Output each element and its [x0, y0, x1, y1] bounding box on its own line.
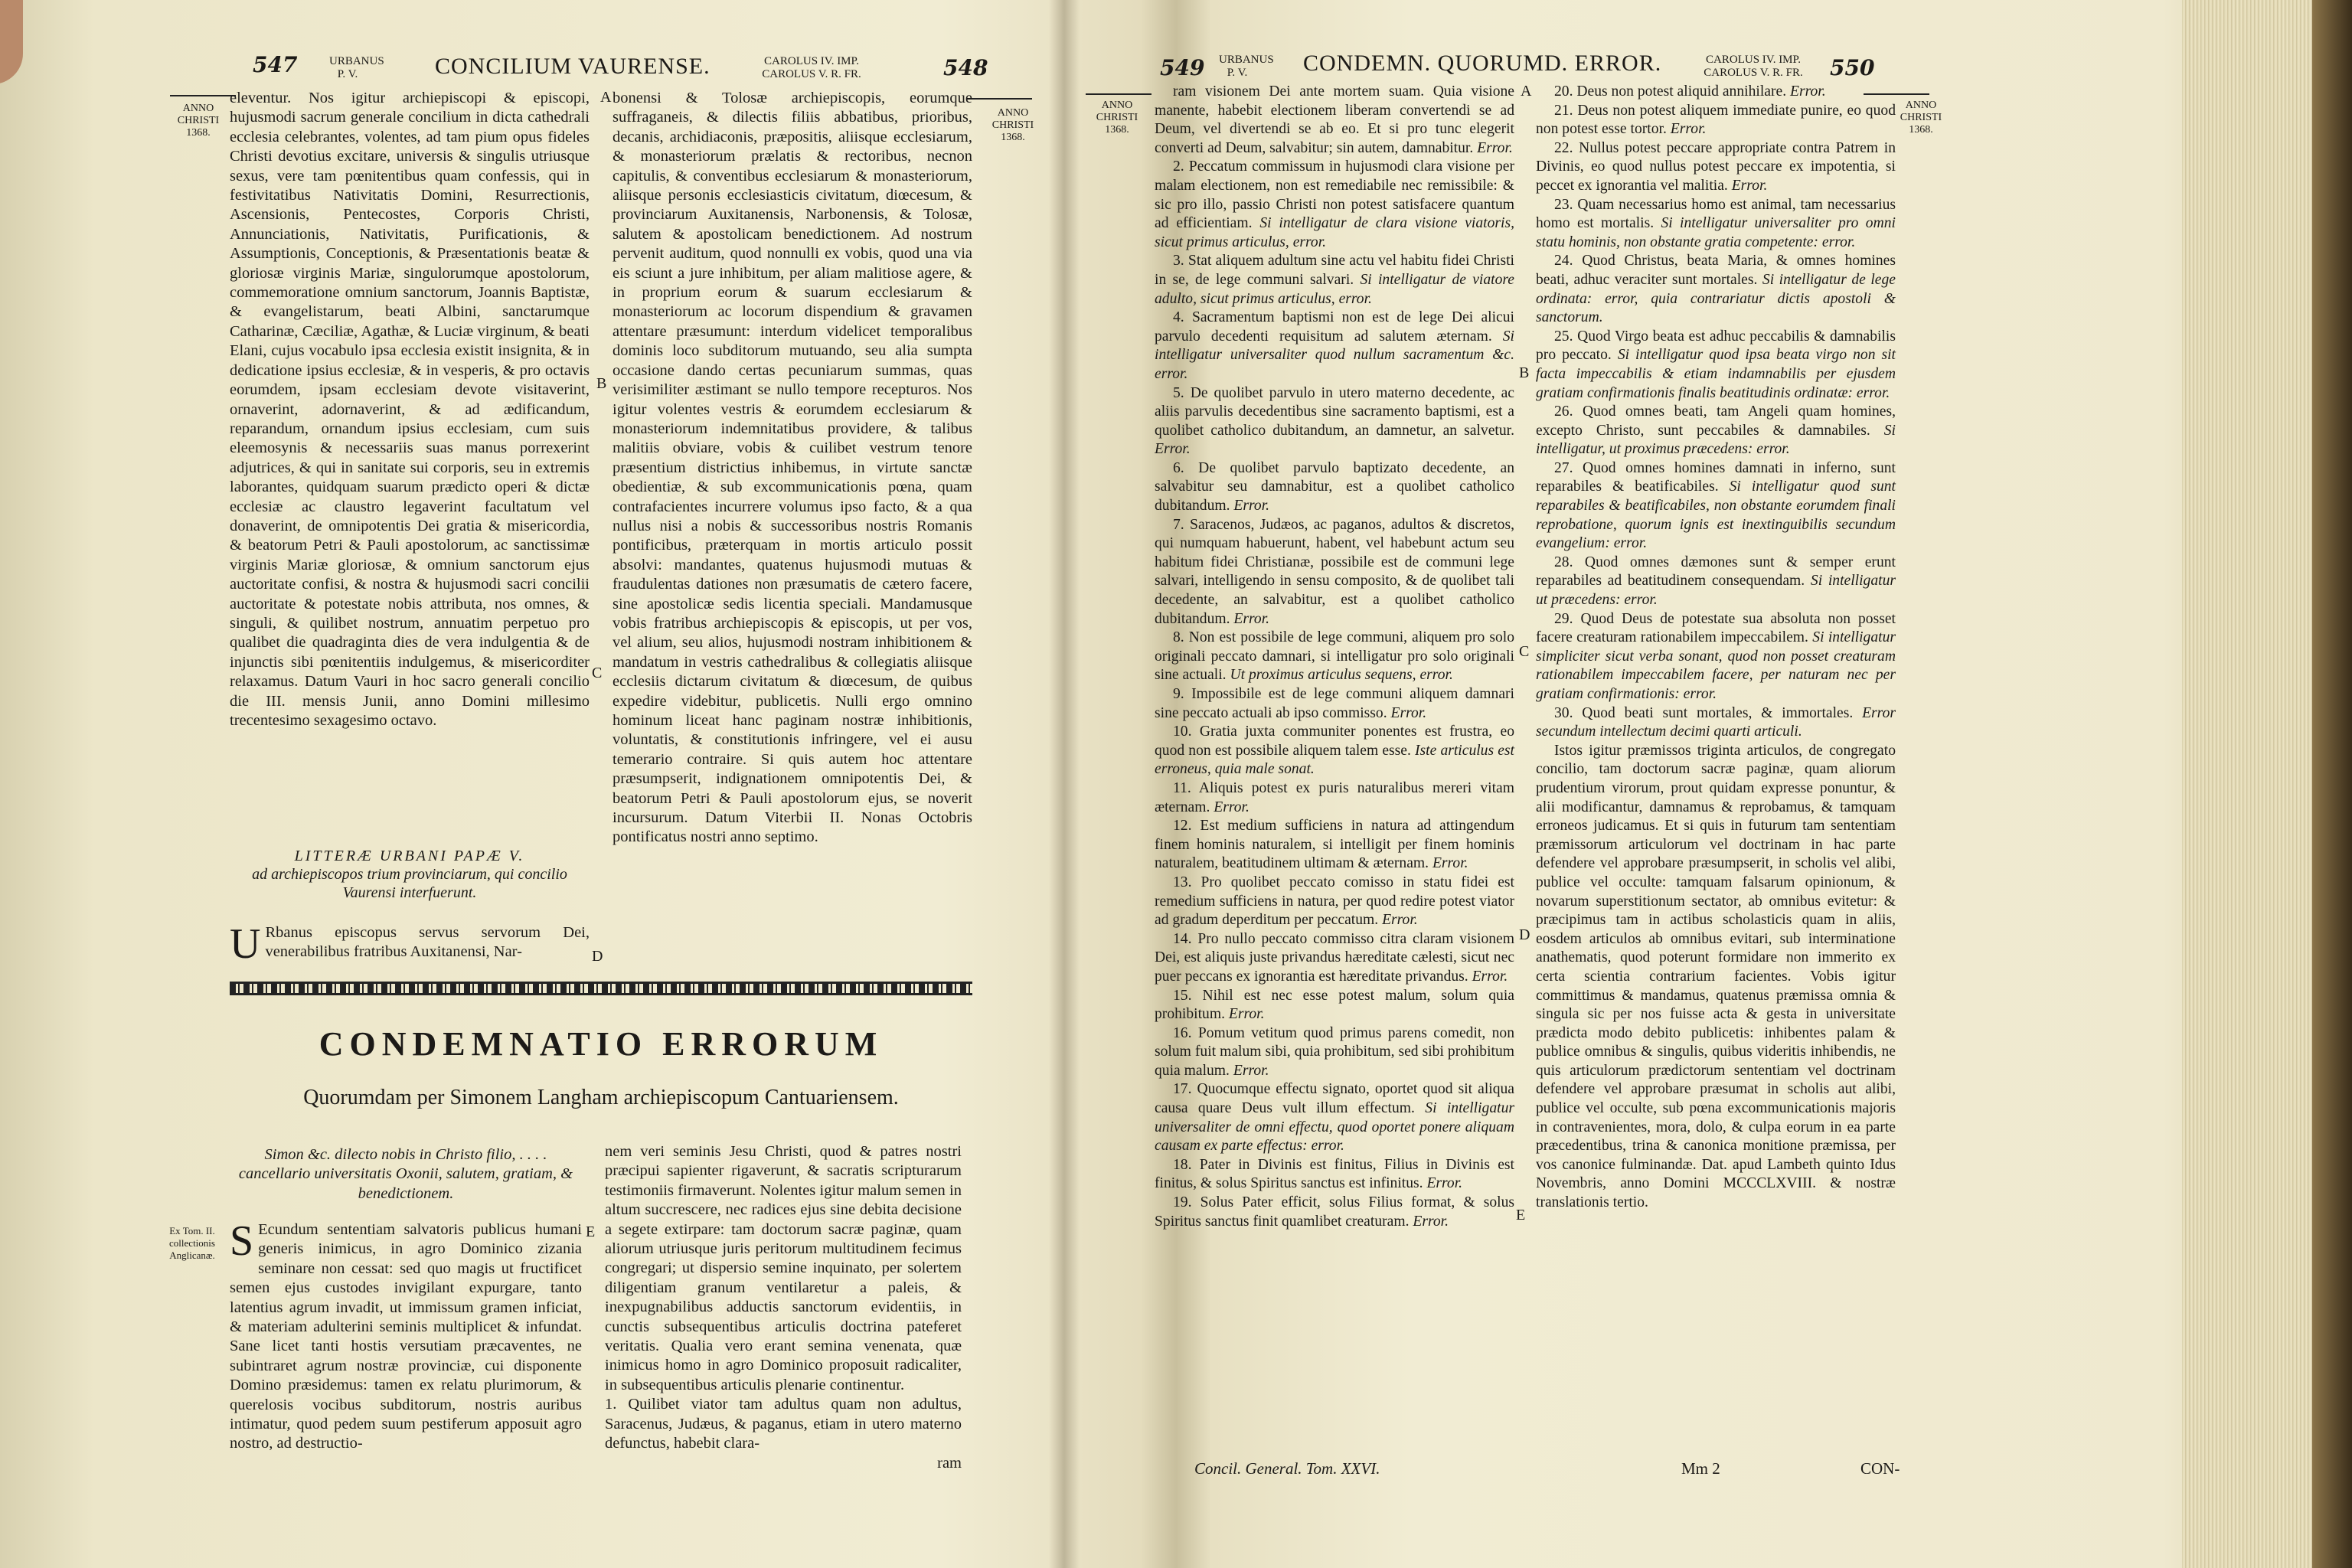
article-paragraph — [1536, 554, 1896, 610]
header-emperor-left: CAROLUS IV. IMP. CAROLUS V. R. FR. — [762, 55, 861, 80]
bottom-left-column — [230, 1217, 582, 1454]
article-verdict: Error. — [1382, 912, 1418, 929]
article-text: 10. Gratia juxta communiter ponentes est frustra, eo quod non est possibile aliquem talem esse. — [1155, 724, 1514, 759]
article-text: 4. Sacramentum baptismi non est de lege Dei alicui parvulo decedenti requisitum ad salutem æternam. — [1155, 309, 1514, 345]
article-paragraph — [1155, 516, 1514, 629]
salutation-text: Simon &c. dilecto nobis in Christo filio, . . . . cancellario universitatis Oxonii, salutem, gratiam, & benedictionem. — [238, 1146, 573, 1202]
section-marker-c: C — [1519, 643, 1530, 660]
left-column-1 — [230, 89, 590, 730]
header-pope-left: URBANUS P. V. — [329, 55, 384, 80]
article-paragraph — [1155, 779, 1514, 817]
margin-anno-christi: ANNO CHRISTI 1368. — [177, 103, 220, 139]
salutation — [230, 1145, 582, 1204]
ornamental-divider — [230, 982, 972, 995]
article-paragraph — [1155, 817, 1514, 874]
article-paragraph — [1536, 139, 1896, 196]
thumb — [0, 0, 23, 84]
letter-opening — [230, 920, 590, 968]
section-marker-a: A — [1521, 83, 1532, 100]
article-paragraph — [1155, 1156, 1514, 1194]
catchword: ram — [937, 1454, 962, 1472]
article-paragraph — [1155, 252, 1514, 309]
article-paragraph — [1155, 1194, 1514, 1231]
article-verdict: Si intelligatur de clara visione viatoris, sicut primus articulus, error. — [1155, 215, 1515, 250]
letter-text: Rbanus episcopus servus servorum Dei, venerabilibus fratribus Auxitanensi, Nar- — [265, 924, 590, 961]
article-text: 18. Pater in Divinis est finitus, Filius in Divinis est finitus, & solus Spiritus sanctus est infinitus. — [1155, 1156, 1514, 1192]
footer-signature: Mm 2 — [1681, 1459, 1720, 1478]
page-number-549: 549 — [1160, 55, 1205, 80]
article-verdict: Error. — [1477, 139, 1513, 156]
section-subtitle: Quorumdam per Simonem Langham archiepiscopum Cantuariensem. — [303, 1086, 899, 1109]
margin-anno-christi: ANNO CHRISTI 1368. — [1096, 100, 1138, 136]
article-verdict: Si intelligatur universaliter pro omni statu hominis, non obstante gratia competente: error. — [1536, 215, 1896, 250]
article-text: 19. Solus Pater efficit, solus Filius format, & solus Spiritus sanctus finit quamlibet creaturam. — [1155, 1194, 1514, 1230]
page-number-547: 547 — [253, 52, 298, 77]
article-paragraph — [1155, 158, 1514, 252]
article-text: 24. Quod Christus, beata Maria, & omnes homines beati, adhuc veraciter sunt mortales. — [1536, 253, 1896, 288]
article-paragraph — [1536, 610, 1896, 704]
article-text: 15. Nihil est nec esse potest malum, solum quia prohibitum. — [1155, 987, 1514, 1023]
section-marker-b: B — [1519, 364, 1530, 381]
article-text: 13. Pro quolibet peccato comisso in statu fidei est remedium sufficiens in natura, per quod redire potest viator ad gradum deperditum per peccatum. — [1155, 874, 1514, 929]
margin-anno-christi: ANNO CHRISTI 1368. — [991, 107, 1034, 143]
article-verdict: Error. — [1233, 498, 1270, 514]
header-emperor-right: CAROLUS IV. IMP. CAROLUS V. R. FR. — [1704, 54, 1803, 79]
margin-rule — [966, 98, 1032, 100]
article-text: 23. Quam necessarius homo est animal, tam necessarius homo est mortalis. — [1536, 196, 1896, 232]
article-verdict: Error. — [1413, 1213, 1449, 1230]
article-text: 27. Quod omnes homines damnati in inferno, sunt reparabiles & beatificabiles. — [1536, 459, 1896, 495]
article-paragraph — [1155, 685, 1514, 723]
section-marker-b: B — [596, 375, 607, 392]
margin-rule — [1086, 93, 1152, 95]
footer-catchword: CON- — [1860, 1459, 1900, 1478]
article-paragraph — [1536, 83, 1896, 102]
section-marker-d: D — [592, 948, 603, 965]
article-paragraph — [1155, 384, 1514, 459]
article-text: 6. De quolibet parvulo baptizato decedente, an salvabitur seu damnabitur, est a quolibet catholico dubitandum. — [1155, 459, 1514, 514]
article-paragraph — [1155, 723, 1514, 779]
article-paragraph — [1155, 83, 1514, 158]
article-text: Istos igitur præmissos triginta articulos, de congregato concilio, tam doctorum sacræ paginæ, quam aliorum prudentium virorum, prout quidam expresse ponuntur, & alii modificantur, damnamus & reprobamus, & tamquam erroneos judicamus. Et si quis in futurum tam sententiam præmissorum articulorum vel doctrinam in hac parte defendere vel approbare præsumpserit, in scholis vel alibi, publice vel occulte: tamquam falsarum opinionum, & novarum superstitionum sectator, ab omnibus evitetur: & præcipimus tam in actibus scholasticis quam in aliis, eosdem articulos ab omnibus evitari, sub interminatione anathematis, quod poterunt formidare non immerito ex certa scientia contrarium facientes. Vobis igitur committimus & mandamus, quatenus præmissa omnia & singula sic per nos fuisse acta & gesta in universitate prædicta modo debito publicetis: inhibentes palam & publice omnibus & singulis, quibus videritis inhibendis, ne quis articulorum prædictorum sententiam vel doctrinam defendere vel approbare præsumat in scholis aut alibi, publice vel occulte, sub pœna excommunicationis majoris in contravenientes, mora, dolo, & culpa eorum in ea parte præcedentibus, trina & canonica monitione præmissa, per vos canonice fulminandæ. Dat. apud Lambeth quinto Idus Novembris, anno Domini MCCCLXVIII. & nostræ translationis tertio. — [1536, 742, 1896, 1211]
article-verdict: Error. — [1472, 968, 1508, 985]
header-pope-right: URBANUS P. V. — [1219, 54, 1274, 79]
article-paragraph — [1155, 930, 1514, 987]
article-verdict: Error. — [1214, 799, 1250, 815]
article-verdict: Error secundum intellectum decimi quarti articuli. — [1536, 704, 1896, 740]
article-text: 7. Saracenos, Judæos, ac paganos, adultos & discretos, qui numquam habuerunt, habent, vel habebunt actum seu habitum fidei Christianæ, possibile est de communi lege salvari, intelligendo in sensu composito, & de quolibet tali decedente, an salvabitur, est a quolibet catholico dubitandum. — [1155, 516, 1514, 627]
body-text: eleventur. Nos igitur archiepiscopi & episcopi, hujusmodi sacrum generale concilium in dicta cathedrali ecclesia celebrantes, volentes, ad tam pium opus fideles Christi devotius excitare, universis & singulis utriusque sexus, vere tam pœnitentibus quam confessis, qui in festivitatibus Nativitatis Domini, Resurrectionis, Ascensionis, Pentecostes, Corporis Christi, Annunciationis, Nativitatis, Purificationis, & Assumptionis, Conceptionis, & Præsentationis beatæ & gloriosæ virginis Mariæ, singulorumque apostolorum, commemoratione omnium sanctorum, Joannis Baptistæ, & evangelistarum, beati Albini, sanctarumque Catharinæ, Cæciliæ, Agathæ, & Luciæ virginum, & beati Elani, cujus vocabulo ipsa ecclesia existit insignita, & in dedicatione ipsius ecclesiæ, & in vesperis, & pro octavis eorumdem, ipsam ecclesiam devote visitaverint, ornaverint, adornaverint, & ad ædificandum, reparandum, ornandum ipsius ecclesiam, cum suis eleemosynis & necessariis suas manus porrexerint adjutrices, & qui in sanitate sui corporis, seu in extremis laborantes, quidquam suarum prædicto operi & dictæ ecclesiæ ac claustro legaverint facultatum vel donaverint, de omnipotentis Dei gratia & misericordia, & beatorum Petri & Pauli apostolorum, ac sanctissimæ virginis Mariæ gloriosæ, & omnium sanctorum ejus auctoritate confisi, & nostra & hujusmodi sacri concilii auctoritate & potestate nobis attributa, nos omnes, & singuli, & quilibet nostrum, annuatim perpetuo pro qualibet die quadraginta dies de vera indulgentia & de injunctis sibi pœnitentiis indulgemus, & misericorditer relaxamus. Datum Vauri in hoc sacro generali concilio die III. mensis Junii, anno Domini millesimo trecentesimo sexagesimo octavo. — [230, 90, 590, 729]
article-verdict: Error. — [1390, 704, 1427, 721]
page-number-548: 548 — [943, 55, 988, 80]
right-column-1 — [1155, 83, 1514, 1231]
article-verdict: Si intelligatur de viatore adulto, sicut primus articulus, error. — [1155, 271, 1514, 307]
article-verdict: Si intelligatur ut præcedens: error. — [1536, 573, 1896, 609]
bottom-right-column — [605, 1142, 962, 1473]
section-marker-e: E — [1516, 1207, 1526, 1223]
article-paragraph — [1155, 309, 1514, 384]
article-verdict: Error. — [1155, 441, 1191, 458]
article-verdict: Error. — [1790, 83, 1826, 100]
article-text: 16. Pomum vetitum quod primus parens comedit, non solum fuit malum sibi, quia prohibitum, sed sibi prohibitum quia malum. — [1155, 1024, 1514, 1079]
article-text: 30. Quod beati sunt mortales, & immortales. — [1554, 704, 1863, 721]
article-verdict: Error. — [1233, 610, 1270, 627]
article-1: 1. Quilibet viator tam adultus quam non adultus, Saracenus, Judæus, & paganus, etiam in utero materno defunctus, habebit clara- — [605, 1396, 962, 1452]
section-title: CONDEMNATIO ERRORUM — [318, 1025, 884, 1063]
article-paragraph — [1536, 403, 1896, 459]
margin-rule — [170, 95, 236, 96]
section-marker-d: D — [1519, 926, 1530, 943]
body-text: Ecundum sententiam salvatoris publicus humani generis inimicus, in agro Dominico zizania seminare non cessat: sed quo magis ut fructificet semen ejus custodes invigilant expurgare, tanto latentius agrum invadit, ut immissum gramen inficiat, & materiam adulterini seminis multiplicet & infundat. Sane licet tanti hostis versutiam præcaventes, ne subintraret agrum nostræ provinciæ, cui disponente Domino præsidemus: tamen ex relatu plurimorum, & querelosis vocibus subditorum, nostris auribus intimatur, quod pedem suum pestiferum apposuit agro nostro, ad destructio- — [230, 1221, 582, 1452]
cover-edge — [2312, 0, 2352, 1568]
article-text: 3. Stat aliquem adultum sine actu vel habitu fidei Christi in se, de lege communi salvari. — [1155, 253, 1514, 288]
margin-anno-christi: ANNO CHRISTI 1368. — [1900, 100, 1942, 136]
footer-volume: Concil. General. Tom. XXVI. — [1194, 1459, 1380, 1478]
drop-cap: S — [230, 1217, 254, 1265]
article-verdict: Error. — [1731, 177, 1768, 194]
article-verdict: Error. — [1670, 121, 1707, 138]
section-marker-e: E — [586, 1223, 596, 1240]
article-verdict: Si intelligatur, ut proximus præcedens: error. — [1536, 422, 1896, 458]
article-paragraph — [1155, 1024, 1514, 1081]
letter-title: LITTERÆ URBANI PAPÆ V. — [294, 848, 525, 864]
letter-heading — [230, 847, 590, 902]
article-text: 11. Aliquis potest ex puris naturalibus mereri vitam æternam. — [1155, 779, 1514, 815]
article-paragraph — [1536, 742, 1896, 1213]
article-verdict: Si intelligatur de lege ordinata: error, quia contrariatur dictis apostoli & sanctorum. — [1536, 271, 1896, 326]
article-text: 21. Deus non potest aliquem immediate punire, eo quod non potest esse tortor. — [1536, 102, 1896, 138]
article-verdict: Error. — [1228, 1006, 1265, 1023]
article-text: 2. Peccatum commissum in hujusmodi clara visione per malam electionem, non est remediabile nec remissibile: & sic pro illo, passio Christi non potest satisfacere quantum ad efficientiam. — [1155, 158, 1514, 232]
article-text: 9. Impossibile est de lege communi aliquem damnari sine peccato actuali ab ipso commisso. — [1155, 686, 1514, 721]
article-verdict: Error. — [1426, 1175, 1463, 1192]
article-paragraph — [1155, 874, 1514, 930]
header-title-left: CONCILIUM VAURENSE. — [435, 54, 710, 79]
article-text: 25. Quod Virgo beata est adhuc peccabilis & damnabilis pro peccato. — [1536, 328, 1896, 364]
article-text: 29. Quod Deus de potestate sua absoluta non posset facere creaturam rationabilem impeccabilem. — [1536, 610, 1896, 646]
article-text: ram visionem Dei ante mortem suam. Quia visione manente, habebit electionem liberam convertendi se ad Deum, vel divertendi se ab eo. Et si pro tunc elegerit converti ad Deum, salvabitur; sin autem, damnabitur. — [1155, 83, 1514, 156]
section-marker-c: C — [592, 665, 603, 681]
article-verdict: Si intelligatur simpliciter sicut verba sonant, quod non posset creaturam rationabilem impeccabilem facere, per naturam nec per gratiam confirmationis: error. — [1536, 629, 1896, 702]
article-paragraph — [1155, 629, 1514, 685]
left-column-2 — [612, 89, 972, 848]
article-paragraph — [1536, 704, 1896, 742]
article-verdict: Error. — [1432, 855, 1468, 872]
header-title-right: CONDEMN. QUORUMD. ERROR. — [1303, 51, 1662, 76]
article-paragraph — [1536, 459, 1896, 554]
article-verdict: Si intelligatur universaliter quod nullum sacramentum &c. error. — [1155, 328, 1514, 382]
body-text: nem veri seminis Jesu Christi, quod & patres nostri præcipui sapienter rigaverunt, & sacratis scripturarum testimoniis firmaverunt. Nolentes igitur malum semen in altum succrescere, nec radices ejus sine debita decisione a segete extirpare: tam doctorum sacræ paginæ, quam aliorum utriusque juris peritorum multitudinem fecimus congregari; ut dispersio semine inquinato, per solertem diligentiam granum ventilaretur a paleis, & inexpugnabilibus adductis sanctorum evidentiis, in cunctis subsequentibus articulis doctrina pateferet veritatis. Qualia vero erant semina venenata, quæ inimicus homo in agro Dominico proposuit radicaliter, in subsequentibus articulis plenarie continentur. — [605, 1143, 962, 1393]
article-text: 20. Deus non potest aliquid annihilare. — [1554, 83, 1790, 100]
article-paragraph — [1536, 196, 1896, 253]
side-note: Ex Tom. II. collectionis Anglicanæ. — [169, 1225, 215, 1261]
article-paragraph — [1536, 252, 1896, 327]
article-paragraph — [1155, 987, 1514, 1024]
page-number-550: 550 — [1830, 55, 1875, 80]
article-verdict: Error. — [1233, 1062, 1269, 1079]
drop-cap: U — [230, 920, 261, 968]
article-verdict: Si intelligatur quod ipsa beata virgo non sit facta impeccabilis & etiam indamnabilis per ejusdem gratiam confirmationis finalis beatitudinis ordinatæ: error. — [1536, 347, 1896, 401]
article-text: 12. Est medium sufficiens in natura ad attingendum finem hominis naturalem, si intelligit per finem hominis naturalem, beatitudinem ultimam & æternam. — [1155, 818, 1514, 872]
article-text: 17. Quocumque effectu signato, oportet quod sit aliqua causa quare Deus vult illum effectum. — [1155, 1081, 1514, 1117]
article-text: 14. Pro nullo peccato commisso citra claram visionem Dei, est aliquis juste privandus hæreditate cælesti, sicut nec puer peccans ex ignorantia est hæreditate privandus. — [1155, 930, 1514, 985]
article-text: 8. Non est possibile de lege communi, aliquem pro solo originali peccato damnari, si intelligatur pro solo originali sine actuali. — [1155, 629, 1514, 684]
article-verdict: Iste articulus est erroneus, quia male sonat. — [1155, 742, 1514, 778]
spine-shadow — [1049, 0, 1080, 1568]
article-verdict: Si intelligatur universaliter de omni effectu, quod oportet ponere aliquam causam ex parte effectus: error. — [1155, 1100, 1515, 1155]
article-paragraph — [1536, 102, 1896, 139]
body-text: bonensi & Tolosæ archiepiscopis, eorumque suffraganeis, & dilectis filiis abbatibus, prioribus, decanis, archidiaconis, præpositis, aliisque ecclesiarum, & monasteriorum prælatis & rectoribus, necnon capitulis, & conventibus ecclesiarum & monasteriorum, aliisque personis ecclesiasticis civitatum, diœcesum, & provinciarum Auxitanensis, Narbonensis, & Tolosæ, salutem & apostolicam benedictionem. Ad nostrum pervenit auditum, quod nonnulli ex vobis, quod una via eis sciunt a jure inhibitum, per aliam malitiose agere, & in proprium eorum & suarum ecclesiarum & monasteriorum ac locorum dispendium & gravamen attentare præsumunt: interdum videlicet temporalibus dominis loco subditorum mutuando, seu alia sumpta occasione dando certas pecuniarum summas, quas verisimiliter æstimant se nullo tempore recepturos. Nos igitur volentes vestris & eorumdem ecclesiarum & monasteriorum indemnitatibus providere, & talibus malitiis obviare, vobis & cuilibet vestrum tenore præsentium districtius inhibemus, in virtute sanctæ obedientiæ, & sub excommunicationis pœna, quam contrafacientes incurrere volumus ipso facto, & a qua nullus nisi a nobis & successoribus nostris Romanis pontificibus, præterquam in mortis articulo possit absolvi: mandantes, quatenus hujusmodi mutuas & fraudulentas dationes non præsumatis de cætero facere, sine apostolicæ sedis licentia speciali. Mandamusque vobis fratribus archiepiscopis & episcopis, ut per vos, vel alium, seu alios, hujusmodi nostram inhibitionem & mandatum in vestris cathedralibus & collegiatis aliisque ecclesiis dictarum civitatum & diœcesum, de quibus expedire videbitur, publicetis. Nulli ergo omnino hominum liceat hanc paginam nostræ inhibitionis, voluntatis, & constitutionis infringere, vel ei ausu temerario contraire. Si quis autem hoc attentare præsumpserit, indignationem omnipotentis Dei, & beatorum Petri & Pauli apostolorum ejus, se noverit incursurum. Datum Viterbii II. Nonas Octobris pontificatus nostri anno septimo. — [612, 90, 972, 846]
article-verdict: Si intelligatur quod sunt reparabiles & beatificabiles, non obstante eorumdem finali reprobatione, quorum ignis est inextinguibilis secundum evangelium: error. — [1536, 479, 1896, 552]
article-paragraph — [1155, 1080, 1514, 1155]
article-text: 5. De quolibet parvulo in utero materno decedente, ac aliis parvulis decedentibus sine sacramento baptismi, est a quolibet catholico dubitandum, an damnetur, an salvetur. — [1155, 384, 1514, 439]
article-text: 26. Quod omnes beati, tam Angeli quam homines, excepto Christo, sunt peccabiles & damnabiles. — [1536, 403, 1896, 439]
article-paragraph — [1536, 328, 1896, 403]
article-text: 22. Nullus potest peccare appropriate contra Patrem in Divinis, eo quod nullus potest peccare ex impotentia, si peccet ex ignorantia vel malitia. — [1536, 139, 1896, 194]
article-text: 28. Quod omnes dæmones sunt & semper erunt reparabiles ad beatitudinem consequendam. — [1536, 554, 1896, 590]
article-paragraph — [1155, 459, 1514, 516]
section-marker-a: A — [600, 89, 612, 106]
right-column-2 — [1536, 83, 1896, 1213]
article-verdict: Ut proximus articulus sequens, error. — [1230, 667, 1453, 684]
letter-subtitle: ad archiepiscopos trium provinciarum, qui concilio Vaurensi interfuerunt. — [252, 866, 567, 901]
